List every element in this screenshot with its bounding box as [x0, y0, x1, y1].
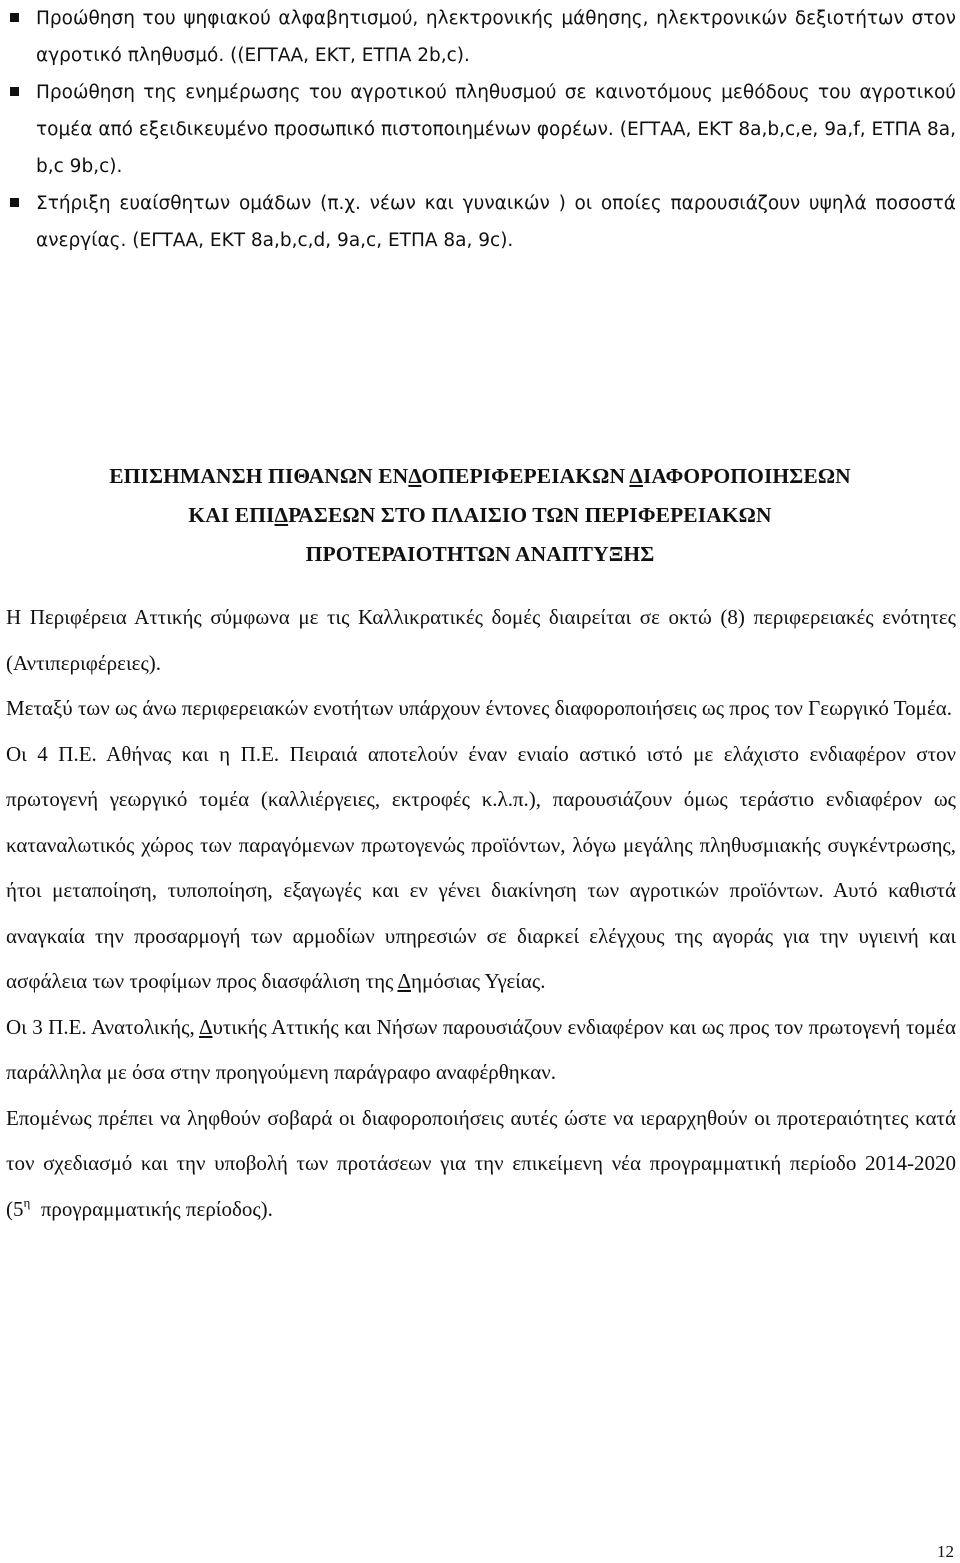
heading-text: ΙΑΦΟΡΟΠΟΙΗΣΕΩΝ: [642, 464, 851, 488]
section-heading: [0, 457, 960, 574]
body-text: [6, 595, 956, 1232]
bullet-text: Στήριξη ευαίσθητων ομάδων (π.χ. νέων και γυναικών ) οι οποίες παρουσιάζουν υψηλά ποσοστά ανεργίας. (ΕΓΤΑΑ, ΕΚΤ 8a,b,c,d, 9a,c, ΕΤΠΑ 8a, 9c).: [36, 193, 956, 251]
heading-underlined-letter: Δ: [274, 503, 289, 527]
paragraph-athens-piraeus: [6, 732, 956, 1005]
heading-line-2: [188, 503, 771, 527]
paragraph-text: Οι 4 Π.Ε. Αθήνας και η Π.Ε. Πειραιά αποτελούν έναν ενιαίο αστικό ιστό με ελάχιστο ενδιαφέρον στον πρωτογενή γεωργικό τομέα (καλλιέργειες, εκτροφές κ.λ.π.), παρουσιάζουν όμως τεράστιο ενδιαφέρον ως καταναλωτικός: [6, 741, 956, 857]
paragraph-region-intro: Η Περιφέρεια Αττικής σύμφωνα με τις Καλλικρατικές δομές διαιρείται σε οκτώ (8) περιφερειακές ενότητες (Αντιπεριφέρειες).: [6, 605, 956, 675]
paragraph-text: Επομένως πρέπει να ληφθούν σοβαρά οι διαφοροποιήσεις αυτές ώστε να ιεραρχηθούν οι προτεραιότητες κατά τον σχεδιασμό και την υποβολή των προτάσεων για την επικείμενη νέα προγραμματική περίοδο 2014-2020 (5: [6, 1105, 956, 1221]
square-bullet-icon: [10, 87, 19, 96]
paragraph-differences: Μεταξύ των ως άνω περιφερειακών ενοτήτων υπάρχουν έντονες διαφοροποιήσεις ως προς τον Γεωργικό Τομέα.: [6, 696, 953, 720]
bullet-text: Προώθηση της ενημέρωσης του αγροτικού πληθυσμού σε καινοτόμους μεθόδους του αγροτικού τομέα από εξειδικευμένο προσωπικό πιστοποιημένων φορέων. (ΕΓΤΑΑ, ΕΚΤ 8a,b,c,e, 9a,f, ΕΤΠΑ 8a, b,c 9b,c).: [36, 82, 956, 177]
bullet-item-innovation-info: [8, 74, 956, 185]
bullet-list: [8, 0, 956, 259]
heading-text: ΟΠΕΡΙΦΕΡΕΙΑΚΩΝ: [421, 464, 630, 488]
paragraph-text: ώρος των παραγόμενων πρωτογενώς προϊόντων, λόγω μεγάλης πληθυσμιακής συγκέντρωσης, ήτοι μεταποίηση, τυποποίηση, εξαγωγές και εν γένει διακίνηση των αγροτικών προϊόντων. Αυτό καθιστά αναγκαία την προσαρμογή των αρμοδίων υπηρεσιών σε διαρκεί ελέγχους της αγοράς για την υγιεινή και ασφάλεια των τροφίμων προς διασφάλιση της: [6, 832, 956, 993]
paragraph-other-units: [6, 1005, 956, 1096]
bullet-text: Προώθηση του ψηφιακού αλφαβητισμού, ηλεκτρονικής μάθησης, ηλεκτρονικών δεξιοτήτων στον αγροτικό πληθυσμό. ((ΕΓΤΑΑ, ΕΚΤ, ΕΤΠΑ 2b,c).: [36, 8, 956, 66]
underlined-letter: Δ: [397, 969, 411, 993]
paragraph-text: ημόσιας Υγείας.: [410, 969, 546, 993]
heading-text: ΚΑΙ ΕΠΙ: [188, 503, 275, 527]
heading-text: ΡΑΣΕΩΝ ΣΤΟ ΠΛΑΙΣΙΟ ΤΩΝ ΠΕΡΙΦΕΡΕΙΑΚΩΝ: [288, 503, 772, 527]
bullet-item-digital-literacy: [8, 0, 956, 74]
square-bullet-icon: [10, 13, 19, 22]
underlined-letter: Δ: [198, 1014, 213, 1039]
heading-line-3: ΠΡΟΤΕΡΑΙΟΤΗΤΩΝ ΑΝΑΠΤΥΞΗΣ: [305, 542, 655, 566]
paragraph-conclusion: [6, 1096, 956, 1233]
paragraph-text: προγραμματικής περίοδος).: [40, 1196, 273, 1221]
bullet-item-vulnerable-groups: [8, 185, 956, 259]
heading-text: ΕΠΙΣΗΜΑΝΣΗ ΠΙΘΑΝΩΝ ΕΝ: [109, 464, 409, 488]
paragraph-text: υτικής Αττικής και Νήσων παρουσιάζουν ενδιαφέρον και ως προς τον πρωτογενή τομέα παράλληλα με όσα στην προηγούμενη παράγραφο αναφέρθηκαν.: [6, 1014, 956, 1084]
heading-line-1: [109, 464, 851, 488]
square-bullet-icon: [10, 198, 19, 207]
heading-underlined-letter: Δ: [408, 464, 422, 488]
superscript: η: [23, 1194, 31, 1210]
page-number: 12: [937, 1542, 954, 1561]
underlined-letter: χ: [141, 832, 151, 857]
paragraph-text: Οι 3 Π.Ε. Ανατολικής,: [6, 1014, 199, 1039]
heading-underlined-letter: Δ: [629, 464, 643, 488]
